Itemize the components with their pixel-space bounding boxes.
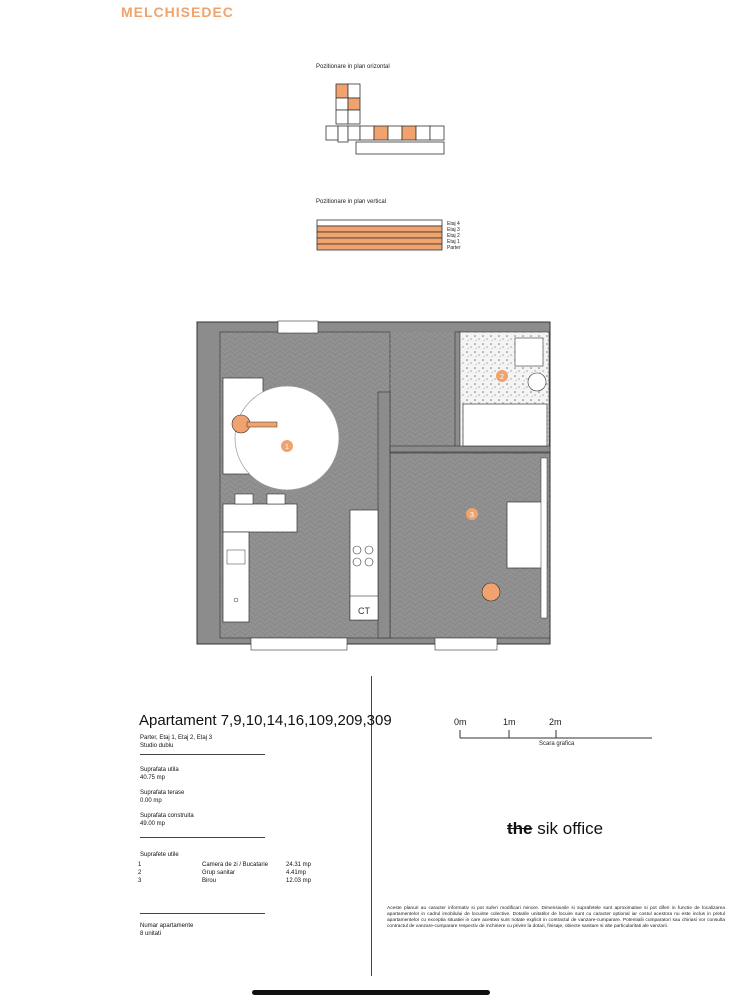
table-row [138, 869, 315, 877]
level-label: Etaj 1 [447, 239, 460, 245]
apartment-title: Apartament 7,9,10,14,16,109,209,309 [139, 712, 392, 729]
room-area: 4.41mp [286, 870, 307, 876]
brand-title: MELCHISEDEC [121, 4, 234, 20]
room-num: 1 [138, 862, 142, 868]
floor-plan [185, 318, 560, 654]
scale-label-0: 0m [454, 717, 467, 727]
room-number: 1 [285, 444, 289, 451]
scale-bar [455, 728, 655, 742]
vertical-positioning-title: Pozitionare in plan vertical [316, 199, 387, 205]
scale-label-2: 2m [549, 717, 562, 727]
rooms-table [138, 861, 315, 885]
useful-area-label: Suprafata utila [140, 767, 179, 773]
home-indicator[interactable] [252, 990, 490, 995]
level-label: Parter [447, 245, 461, 251]
divider [140, 754, 265, 755]
room-area: 12.03 mp [286, 878, 312, 884]
logo-name: sik office [537, 819, 604, 838]
room-number: 3 [470, 512, 474, 519]
horizontal-positioning-diagram [322, 80, 452, 160]
room-area: 24.31 mp [286, 862, 312, 868]
level-labels [447, 221, 461, 251]
apartment-count-label: Numar apartamente [140, 923, 194, 929]
divider [140, 913, 265, 914]
room-name: Camera de zi / Bucatarie [202, 862, 269, 868]
level-label: Etaj 3 [447, 227, 460, 233]
built-area-label: Suprafata construita [140, 813, 194, 819]
useful-area-value: 40.75 mp [140, 775, 166, 781]
logo-the: the [507, 819, 533, 838]
apartment-floors: Parter, Etaj 1, Etaj 2, Etaj 3 [140, 735, 213, 741]
scale-label-1: 1m [503, 717, 516, 727]
level-label: Etaj 2 [447, 233, 460, 239]
divider [140, 837, 265, 838]
table-row [138, 877, 315, 885]
room-name: Grup sanitar [202, 870, 236, 876]
level-label: Etaj 4 [447, 221, 460, 227]
company-logo [507, 819, 603, 839]
terrace-label: Suprafata terase [140, 790, 185, 796]
disclaimer-text: Aceste planuri au caracter informativ si pot suferi modificari minore. Dimensiunile si suprafetele sunt aproximative si pot diferi in functie de localizarea apartamentelor in cadrul imobilului de locuinte colective. Dotarile unitatilor de locuire sunt cu caracter optional iar costul acestora nu este inclus in pretul apartamentelor cu exceptia situatiei in care acestea sunt notate explicit in contractul de vanzare-cumparare. Potentialii cumparatori sau chiriasi vor consulta contractul de vanzare-cumparare respectiv de inchiriere cu privire la dotari, finisaje, obiecte sanitare si alte particularitati ale vanzarii. [387, 906, 725, 929]
table-row [138, 861, 315, 869]
ct-label: CT [358, 606, 370, 616]
room-name: Birou [202, 878, 217, 884]
room-num: 3 [138, 878, 142, 884]
vertical-positioning-diagram [316, 218, 446, 252]
horizontal-positioning-title: Pozitionare in plan orizontal [316, 64, 390, 70]
terrace-value: 0.00 mp [140, 798, 162, 804]
room-num: 2 [138, 870, 142, 876]
apartment-count-value: 8 unitati [140, 931, 162, 937]
room-number: 2 [500, 374, 504, 381]
apartment-type: Studio dublu [140, 743, 174, 749]
rooms-title: Suprafete utile [140, 852, 179, 858]
built-area-value: 49.00 mp [140, 821, 166, 827]
scale-caption: Scara grafica [539, 741, 575, 747]
